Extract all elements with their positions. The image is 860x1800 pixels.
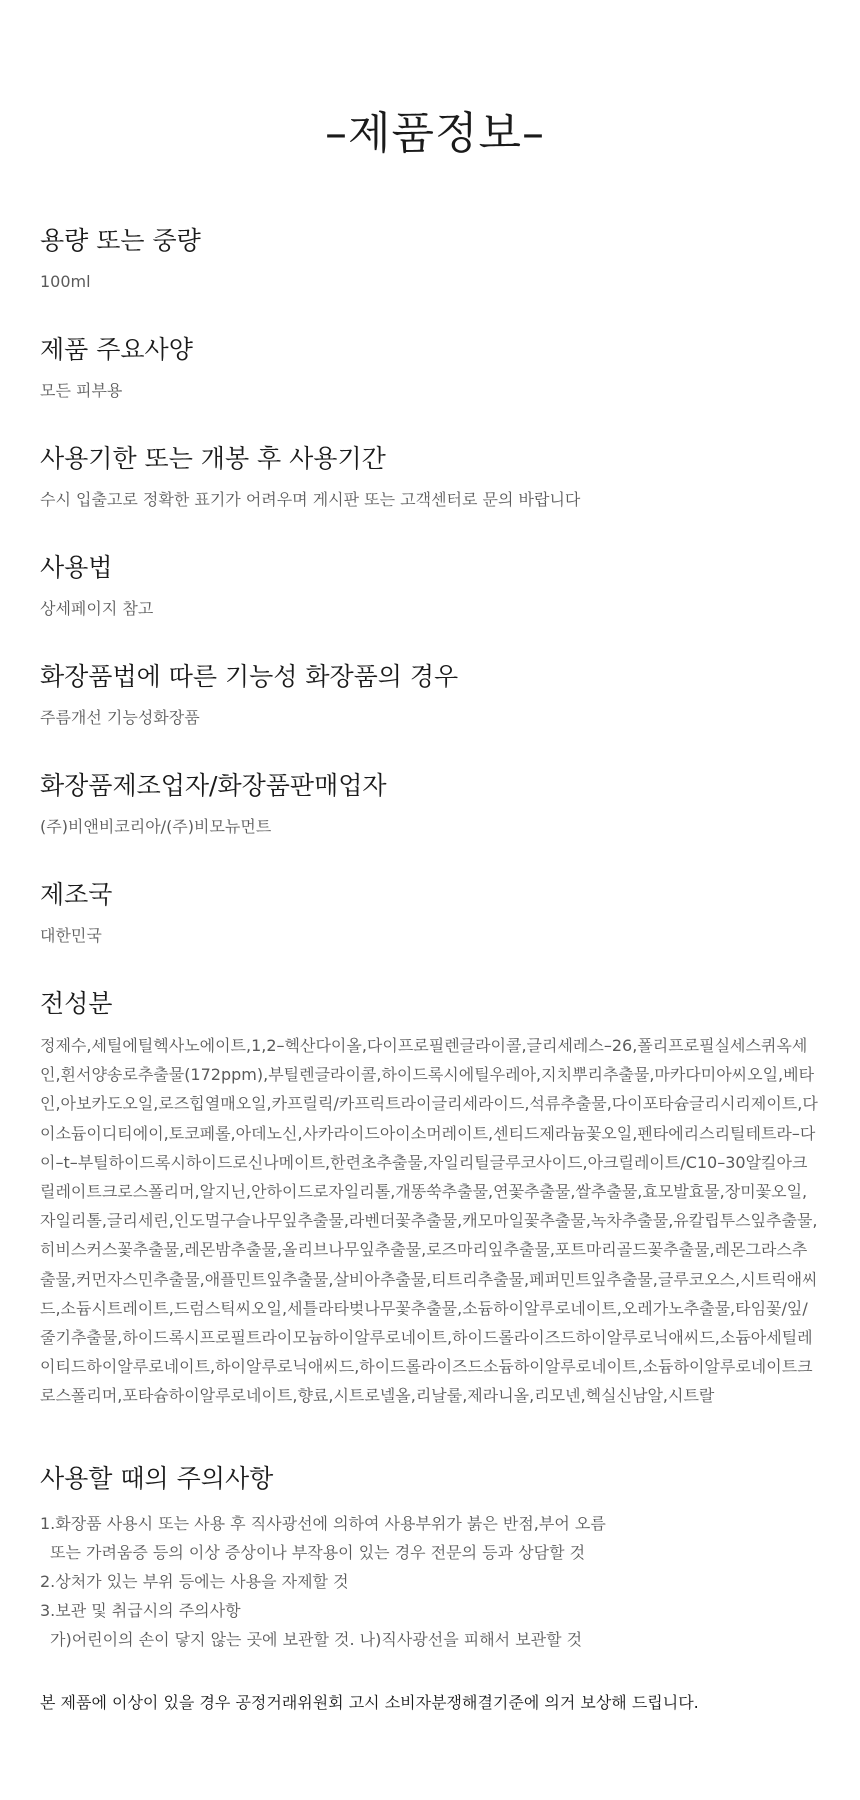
section-heading: 전성분: [40, 989, 113, 1018]
section-body: 100ml: [40, 272, 91, 291]
section-main-spec: [40, 334, 830, 402]
cautions-list: [40, 1509, 830, 1654]
section-body: 모든 피부용: [40, 381, 123, 400]
product-info-sections: [40, 225, 830, 1411]
section-manufacturer: [40, 770, 830, 838]
caution-line: 2.상처가 있는 부위 등에는 사용을 자제할 것: [40, 1571, 349, 1591]
caution-line: 또는 가려움증 등의 이상 증상이나 부작용이 있는 경우 전문의 등과 상담할 것: [50, 1542, 586, 1562]
section-heading: 사용기한 또는 개봉 후 사용기간: [40, 444, 386, 473]
section-heading: 용량 또는 중량: [40, 226, 201, 255]
section-body: 대한민국: [40, 926, 102, 945]
product-info-page: [40, 0, 830, 1714]
caution-line: 가)어린이의 손이 닿지 않는 곳에 보관할 것. 나)직사광선을 피해서 보관할 것: [50, 1629, 583, 1649]
section-body: (주)비앤비코리아/(주)비모뉴먼트: [40, 817, 272, 836]
ingredients-text: 정제수,세틸에틸헥사노에이트,1,2–헥산다이올,다이프로필렌글라이콜,글리세레스–26,폴리프로필실세스퀴옥세인,흰서양송로추출물(172ppm),부틸렌글라이콜,하이드록시에틸우레아,지치뿌리추출물,마카다미아씨오일,베타인,아보카도오일,로즈힙열매오일,카프릴릭/카프릭트라이글리세라이드,석류추출물,다이포타슘글리시리제이트,다이소듐이디티에이,토코페롤,아데노신,사카라이드아이소머레이트,센티드제라늄꽃오일,펜타에리스리틸테트라–다이–t–부틸하이드록시하이드로신나메이트,한련초추출물,자일리틸글루코사이드,아크릴레이트/C10–30알킬아크릴레이트크로스폴리머,알지닌,안하이드로자일리톨,개똥쑥추출물,연꽃추출물,쌀추출물,효모발효물,장미꽃오일,자일리톨,글리세린,인도멀구슬나무잎추출물,라벤더꽃추출물,캐모마일꽃추출물,녹차추출물,유칼립투스잎추출물,히비스커스꽃추출물,레몬밤추출물,올리브나무잎추출물,로즈마리잎추출물,포트마리골드꽃추출물,레몬그라스추출물,커먼자스민추출물,애플민트잎추출물,살비아추출물,티트리추출물,페퍼민트잎추출물,글루코오스,시트릭애씨드,소듐시트레이트,드럼스틱씨오일,세틀라타벚나무꽃추출물,소듐하이알루로네이트,오레가노추출물,타임꽃/잎/줄기추출물,하이드록시프로필트라이모늄하이알루로네이트,하이드롤라이즈드하이알루로닉애씨드,소듐아세틸레이티드하이알루로네이트,하이알루로닉애씨드,하이드롤라이즈드소듐하이알루로네이트,소듐하이알루로네이트크로스폴리머,포타슘하이알루로네이트,향료,시트로넬올,리날룰,제라니올,리모넨,헥실신남알,시트랄: [40, 1036, 818, 1406]
section-ingredients: [40, 988, 830, 1411]
cautions-section: [40, 1463, 830, 1654]
section-body: 상세페이지 참고: [40, 599, 154, 618]
section-usage: [40, 552, 830, 620]
section-heading: 제조국: [40, 880, 113, 909]
section-body: 수시 입출고로 정확한 표기가 어려우며 게시판 또는 고객센터로 문의 바랍니다: [40, 490, 581, 509]
cautions-heading: 사용할 때의 주의사항: [40, 1463, 274, 1493]
section-expiry: [40, 443, 830, 511]
page-title: –제품정보–: [324, 108, 545, 159]
section-volume: [40, 225, 830, 293]
section-heading: 제품 주요사양: [40, 335, 193, 364]
compensation-notice: 본 제품에 이상이 있을 경우 공정거래위원회 고시 소비자분쟁해결기준에 의거 보상해 드립니다.: [40, 1692, 699, 1712]
section-heading: 화장품제조업자/화장품판매업자: [40, 771, 387, 800]
section-heading: 사용법: [40, 553, 113, 582]
caution-line: 1.화장품 사용시 또는 사용 후 직사광선에 의하여 사용부위가 붉은 반점,부어 오름: [40, 1513, 606, 1533]
section-functional: [40, 661, 830, 729]
caution-line: 3.보관 및 취급시의 주의사항: [40, 1600, 241, 1620]
section-body: 주름개선 기능성화장품: [40, 708, 200, 727]
section-heading: 화장품법에 따른 기능성 화장품의 경우: [40, 662, 459, 691]
section-country: [40, 879, 830, 947]
